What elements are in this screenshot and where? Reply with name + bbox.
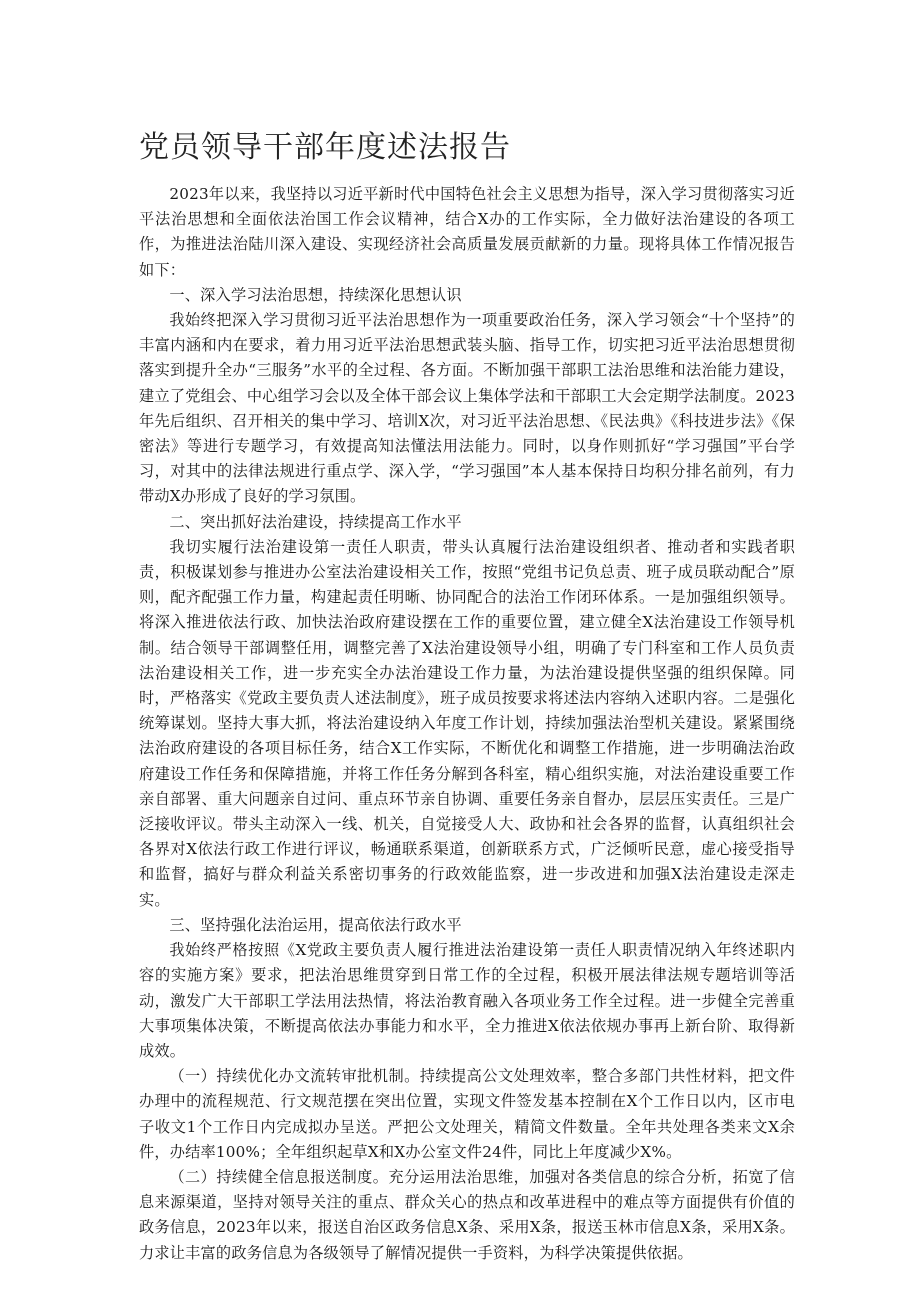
section-1-paragraph: 我始终把深入学习贯彻习近平法治思想作为一项重要政治任务，深入学习领会“十个坚持”的丰富内涵和内在要求，着力用习近平法治思想武装头脑、指导工作，切实把习近平法治思想贯彻落实到提升全办“三服务”水平的全过程、各方面。不断加强干部职工法治思维和法治能力建设，建立了党组会、中心组学习会以及全体干部会议上集体学法和干部职工大会定期学法制度。2023年先后组织、召开相关的集中学习、培训X次，对习近平法治思想、《民法典》《科技进步法》《保密法》等进行专题学习，有效提高知法懂法用法能力。同时，以身作则抓好“学习强国”平台学习，对其中的法律法规进行重点学、深入学，“学习强国”本人基本保持日均积分排名前列，有力带动X办形成了良好的学习氛围。 [139,311,795,506]
intro-paragraph: 2023年以来，我坚持以习近平新时代中国特色社会主义思想为指导，深入学习贯彻落实习近平法治思想和全面依法治国工作会议精神，结合X办的工作实际，全力做好法治建设的各项工作，为推进法治陆川深入建设、实现经济社会高质量发展贡献新的力量。现将具体工作情况报告如下： [139,185,795,279]
subsection-2-paragraph: （二）持续健全信息报送制度。充分运用法治思维，加强对各类信息的综合分析，拓宽了信息来源渠道，坚持对领导关注的重点、群众关心的热点和改革进程中的难点等方面提供有价值的政务信息，2023年以来，报送自治区政务信息X条、采用X条，报送玉林市信息X条，采用X条。力求让丰富的政务信息为各级领导了解情况提供一手资料，为科学决策提供依据。 [139,1167,795,1262]
section-3-paragraph: 我始终严格按照《X党政主要负责人履行推进法治建设第一责任人职责情况纳入年终述职内容的实施方案》要求，把法治思维贯穿到日常工作的全过程，积极开展法律法规专题培训等活动，激发广大干部职工学法用法热情，将法治教育融入各项业务工作全过程。进一步健全完善重大事项集体决策，不断提高依法办事能力和水平，全力推进X依法依规办事再上新台阶、取得新成效。 [139,941,795,1060]
document-title: 党员领导干部年度述法报告 [139,130,511,165]
section-heading-2: 二、突出抓好法治建设，持续提高工作水平 [169,512,462,531]
section-heading-1: 一、深入学习法治思想，持续深化思想认识 [169,285,462,304]
section-heading-3: 三、坚持强化法治运用，提高依法行政水平 [169,915,462,934]
document-page [139,128,795,1266]
subsection-1-paragraph: （一）持续优化办文流转审批机制。持续提高公文处理效率，整合多部门共性材料，把文件办理中的流程规范、行文规范摆在突出位置，实现文件签发基本控制在X个工作日以内，区市电子收文1个工作日内完成拟办呈送。严把公文处理关，精简文件数量。全年共处理各类来文X余件，办结率100%；全年组织起草X和X办公室文件24件，同比上年度减少X%。 [139,1067,795,1161]
section-2-paragraph: 我切实履行法治建设第一责任人职责，带头认真履行法治建设组织者、推动者和实践者职责，积极谋划参与推进办公室法治建设相关工作，按照“党组书记负总责、班子成员联动配合”原则，配齐配强工作力量，构建起责任明晰、协同配合的法治工作闭环体系。一是加强组织领导。将深入推进依法行政、加快法治政府建设摆在工作的重要位置，建立健全X法治建设工作领导机制。结合领导干部调整任用，调整完善了X法治建设领导小组，明确了专门科室和工作人员负责法治建设相关工作，进一步充实全办法治建设工作力量，为法治建设提供坚强的组织保障。同时，严格落实《党政主要负责人述法制度》，班子成员按要求将述法内容纳入述职内容。二是强化统筹谋划。坚持大事大抓，将法治建设纳入年度工作计划，持续加强法治型机关建设。紧紧围绕法治政府建设的各项目标任务，结合X工作实际，不断优化和调整工作措施，进一步明确法治政府建设工作任务和保障措施，并将工作任务分解到各科室，精心组织实施，对法治建设重要工作亲自部署、重大问题亲自过问、重点环节亲自协调、重要任务亲自督办，层层压实责任。三是广泛接收评议。带头主动深入一线、机关，自觉接受人大、政协和社会各界的监督，认真组织社会各界对X依法行政工作进行评议，畅通联系渠道，创新联系方式，广泛倾听民意，虚心接受指导和监督，搞好与群众利益关系密切事务的行政效能监察，进一步改进和加强X法治建设走深走实。 [139,537,795,909]
